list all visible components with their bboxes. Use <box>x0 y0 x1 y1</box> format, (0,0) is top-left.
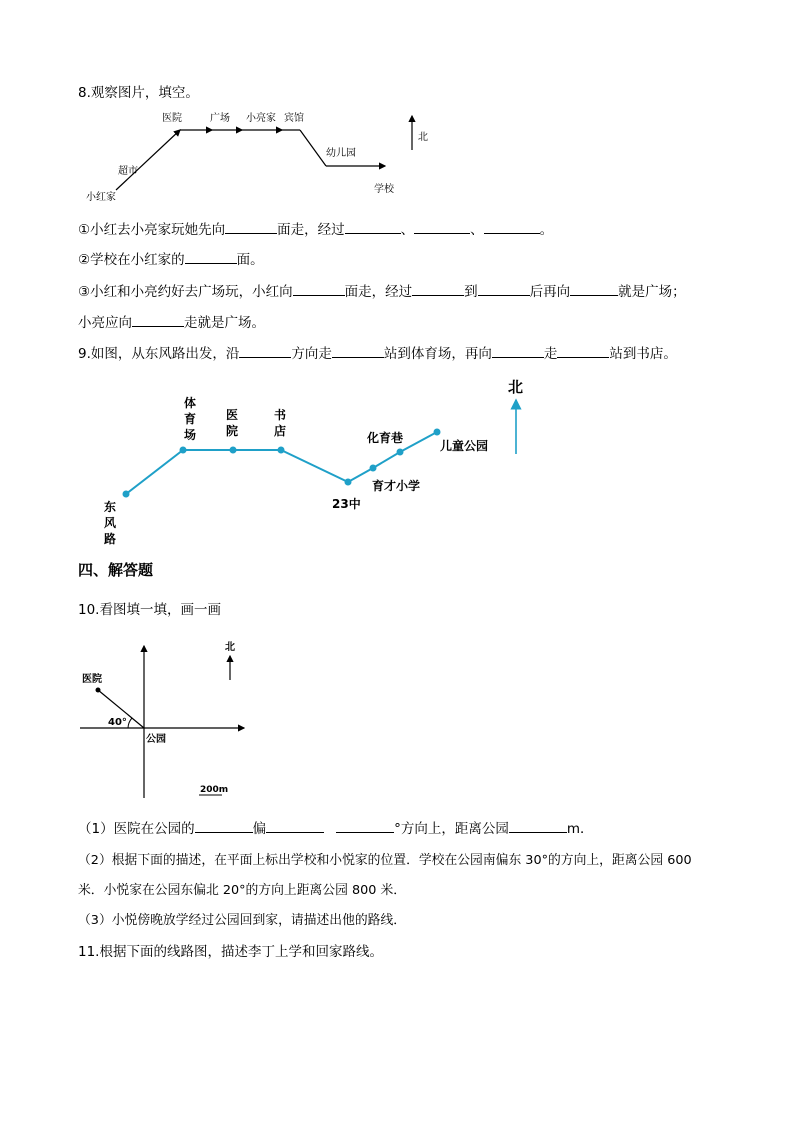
q8-l1-text: 、 <box>470 222 484 238</box>
label-school: 学校 <box>374 184 394 195</box>
q10-part3: （3）小悦傍晚放学经过公园回到家，请描述出他的路线． <box>78 913 407 928</box>
answer-blank[interactable] <box>132 312 184 327</box>
q9-text: 站到书店。 <box>609 346 677 362</box>
section-heading: 四、解答题 <box>78 561 154 579</box>
q8-route-map <box>80 104 440 208</box>
stop-park <box>434 429 441 436</box>
label-hospital: 医院 <box>162 113 182 124</box>
label-dongfeng: 风 <box>104 516 117 530</box>
answer-blank[interactable] <box>412 281 464 296</box>
q8-l1-text: 。 <box>539 222 554 238</box>
q8-l3-text: ③小红和小亮约好去广场玩，小红向 <box>78 284 293 300</box>
q10-text: （1）医院在公园的 <box>78 821 195 837</box>
q8-line1 <box>78 219 553 239</box>
q10-text: °方向上，距离公园 <box>394 821 509 837</box>
label-hotel: 宾馆 <box>284 113 304 124</box>
label-xiaoliang-home: 小亮家 <box>246 113 276 124</box>
q8-l3-text: 到 <box>464 284 478 300</box>
stop-huayu <box>397 449 404 456</box>
answer-blank[interactable] <box>478 281 530 296</box>
q9-bus-route-map <box>90 370 540 550</box>
answer-blank[interactable] <box>484 219 540 234</box>
answer-blank[interactable] <box>414 219 470 234</box>
answer-blank[interactable] <box>570 281 618 296</box>
q8-l4-text: 小亮应向 <box>78 315 132 331</box>
answer-blank[interactable] <box>239 343 291 358</box>
label-north: 北 <box>225 642 235 653</box>
label-park: 公园 <box>146 734 166 745</box>
q9-text: 走 <box>543 346 558 362</box>
q8-l1-text: ①小红去小亮家玩她先向 <box>78 222 226 238</box>
q8-title: 8.观察图片，填空。 <box>78 85 199 101</box>
label-angle: 40° <box>108 717 127 728</box>
answer-blank[interactable] <box>557 343 609 358</box>
q8-line3 <box>78 281 686 301</box>
label-square: 广场 <box>210 113 230 124</box>
q8-l4-text: 走就是广场。 <box>184 315 265 331</box>
stop-dongfeng <box>123 491 130 498</box>
label-dongfeng: 东 <box>104 500 117 514</box>
q8-l3-text: 面走，经过 <box>344 284 413 300</box>
label-north: 北 <box>418 132 428 143</box>
answer-blank[interactable] <box>336 818 394 833</box>
answer-blank[interactable] <box>492 343 544 358</box>
label-bookstore: 店 <box>274 424 287 438</box>
label-huayu: 化育巷 <box>367 431 404 445</box>
q10-part2-line2: 米．小悦家在公园东偏北 20°的方向上距离公园 800 米． <box>78 883 407 898</box>
q8-l3-text: 后再向 <box>529 284 571 300</box>
route-segment <box>116 130 180 190</box>
q10-coordinate-map <box>80 632 260 802</box>
answer-blank[interactable] <box>266 818 324 833</box>
label-hospital: 院 <box>226 424 239 438</box>
q9-text: 9.如图，从东风路出发，沿 <box>78 346 240 362</box>
q8-l2-text: ②学校在小红家的 <box>78 252 185 268</box>
label-hospital: 医院 <box>82 674 102 685</box>
answer-blank[interactable] <box>345 219 401 234</box>
route-segment <box>300 130 326 166</box>
label-hospital: 医 <box>226 408 239 422</box>
label-stadium: 育 <box>184 412 197 426</box>
q9-text: 方向走 <box>291 346 332 362</box>
answer-blank[interactable] <box>195 818 253 833</box>
q8-l1-text: 、 <box>400 222 415 238</box>
q9-text: 站到体育场，再向 <box>383 346 492 362</box>
q11-title: 11.根据下面的线路图，描述李丁上学和回家路线。 <box>78 944 383 960</box>
hospital-point <box>96 688 101 693</box>
answer-blank[interactable] <box>509 818 567 833</box>
label-stadium: 场 <box>184 428 197 442</box>
label-stadium: 体 <box>184 396 197 410</box>
q10-part1 <box>78 818 594 838</box>
label-dongfeng: 路 <box>104 532 117 546</box>
q8-line2 <box>78 249 264 269</box>
angle-arc <box>128 718 132 728</box>
q10-text: 偏 <box>252 821 267 837</box>
label-xiaohong-home: 小红家 <box>86 192 116 203</box>
q10-text: m． <box>566 821 594 837</box>
q10-part2-line1: （2）根据下面的描述，在平面上标出学校和小悦家的位置．学校在公园南偏东 30°的方向上，距离公园 600 <box>78 853 692 868</box>
answer-blank[interactable] <box>185 249 237 264</box>
stop-yucai <box>370 465 377 472</box>
q9-line1 <box>78 343 677 363</box>
label-park: 儿童公园 <box>440 439 489 453</box>
label-23-middle: 23中 <box>332 497 361 511</box>
label-supermarket: 超市 <box>118 166 138 177</box>
scale-label: 200m <box>200 785 229 795</box>
answer-blank[interactable] <box>332 343 384 358</box>
stop-23-middle <box>345 479 352 486</box>
q8-l3-text: 就是广场； <box>618 284 686 300</box>
label-yucai: 育才小学 <box>372 479 421 493</box>
q10-title: 10.看图填一填，画一画 <box>78 602 221 618</box>
label-north: 北 <box>508 378 524 396</box>
q8-l1-text: 面走，经过 <box>277 222 345 238</box>
q8-l2-text: 面。 <box>236 252 264 268</box>
stop-hospital <box>230 447 237 454</box>
q8-line4 <box>78 312 265 332</box>
stop-bookstore <box>278 447 285 454</box>
answer-blank[interactable] <box>225 219 277 234</box>
label-bookstore: 书 <box>274 408 287 422</box>
label-kindergarten: 幼儿园 <box>326 148 356 159</box>
answer-blank[interactable] <box>293 281 345 296</box>
stop-stadium <box>180 447 187 454</box>
